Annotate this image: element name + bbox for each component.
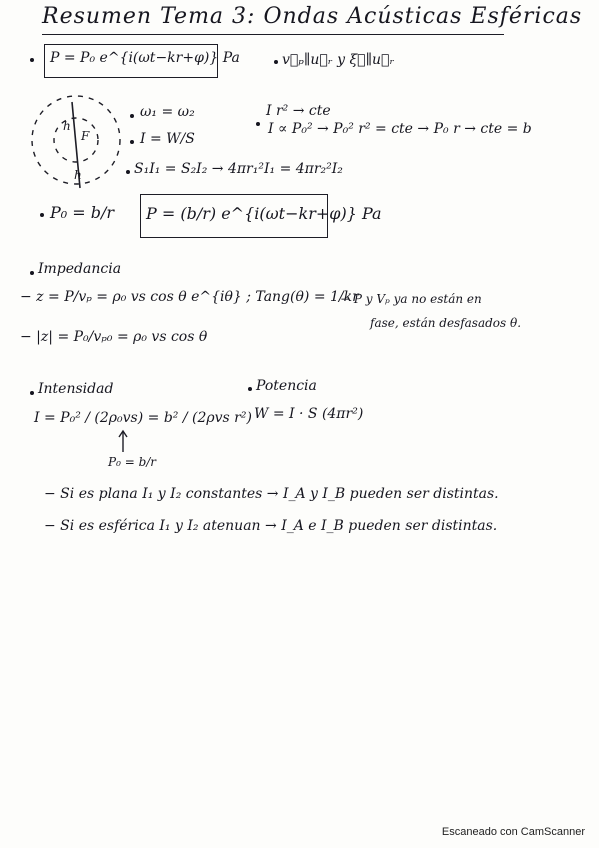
impedance-modulus: − |z| = P₀/vₚ₀ = ρ₀ vs cos θ (20, 329, 208, 345)
bullet-intensity-def: I = W/S (140, 131, 195, 147)
impedance-formula: − z = P/vₚ = ρ₀ vs cos θ e^{iθ} ; Tang(θ) = 1/kr (20, 289, 359, 305)
intensity-heading: Intensidad (38, 381, 114, 397)
note-plane-wave: − Si es plana I₁ y I₂ constantes → I_A y I_B pueden ser distintas. (44, 486, 499, 502)
phase-note-line-2: fase, están desfasados θ. (370, 316, 522, 330)
phase-note-line-1: − P y Vₚ ya no están en (340, 292, 482, 306)
p0-relation: P₀ = b/r (50, 203, 115, 222)
bullet-dot (274, 60, 278, 64)
impedance-heading: Impedancia (38, 261, 122, 277)
bullet-energy-conservation: S₁I₁ = S₂I₂ → 4πr₁²I₁ = 4πr₂²I₂ (134, 161, 343, 177)
boxed-formula-2: P = (b/r) e^{i(ωt−kr+φ)} Pa (146, 204, 382, 223)
bullet-dot (30, 271, 34, 275)
bullet-dot (248, 387, 252, 391)
intensity-line-2: I ∝ P₀² → P₀² r² = cte → P₀ r → cte = b (268, 121, 532, 137)
bullet-dot (126, 170, 130, 174)
boxed-formula: P = P₀ e^{i(ωt−kr+φ)} Pa (50, 50, 240, 66)
bullet-dot (130, 140, 134, 144)
bullet-dot (30, 58, 34, 62)
bullet-omega: ω₁ = ω₂ (140, 104, 195, 120)
vector-relation: v⃗ₚ∥u⃗ᵣ y ξ⃗∥u⃗ᵣ (282, 52, 395, 68)
bullet-dot (256, 122, 260, 126)
bullet-dot (30, 391, 34, 395)
power-formula: W = I · S (4πr²) (254, 406, 364, 422)
camscanner-watermark: Escaneado con CamScanner (441, 826, 585, 838)
bullet-dot (130, 114, 134, 118)
substitution-arrow (118, 430, 128, 452)
power-heading: Potencia (256, 378, 317, 394)
diagram-label-f: F (81, 129, 90, 143)
diagram-label-h-top: h (63, 119, 71, 133)
intensity-substitution: P₀ = b/r (108, 455, 157, 469)
bullet-dot (40, 213, 44, 217)
page-title: Resumen Tema 3: Ondas Acústicas Esféricas (42, 4, 583, 29)
intensity-line-1: I r² → cte (266, 103, 331, 119)
intensity-formula: I = P₀² / (2ρ₀vs) = b² / (2ρvs r²) (34, 410, 252, 426)
note-spherical-wave: − Si es esférica I₁ y I₂ atenuan → I_A e I_B pueden ser distintas. (44, 518, 498, 534)
title-underline (42, 34, 504, 35)
diagram-label-h-bottom: h (74, 168, 82, 182)
